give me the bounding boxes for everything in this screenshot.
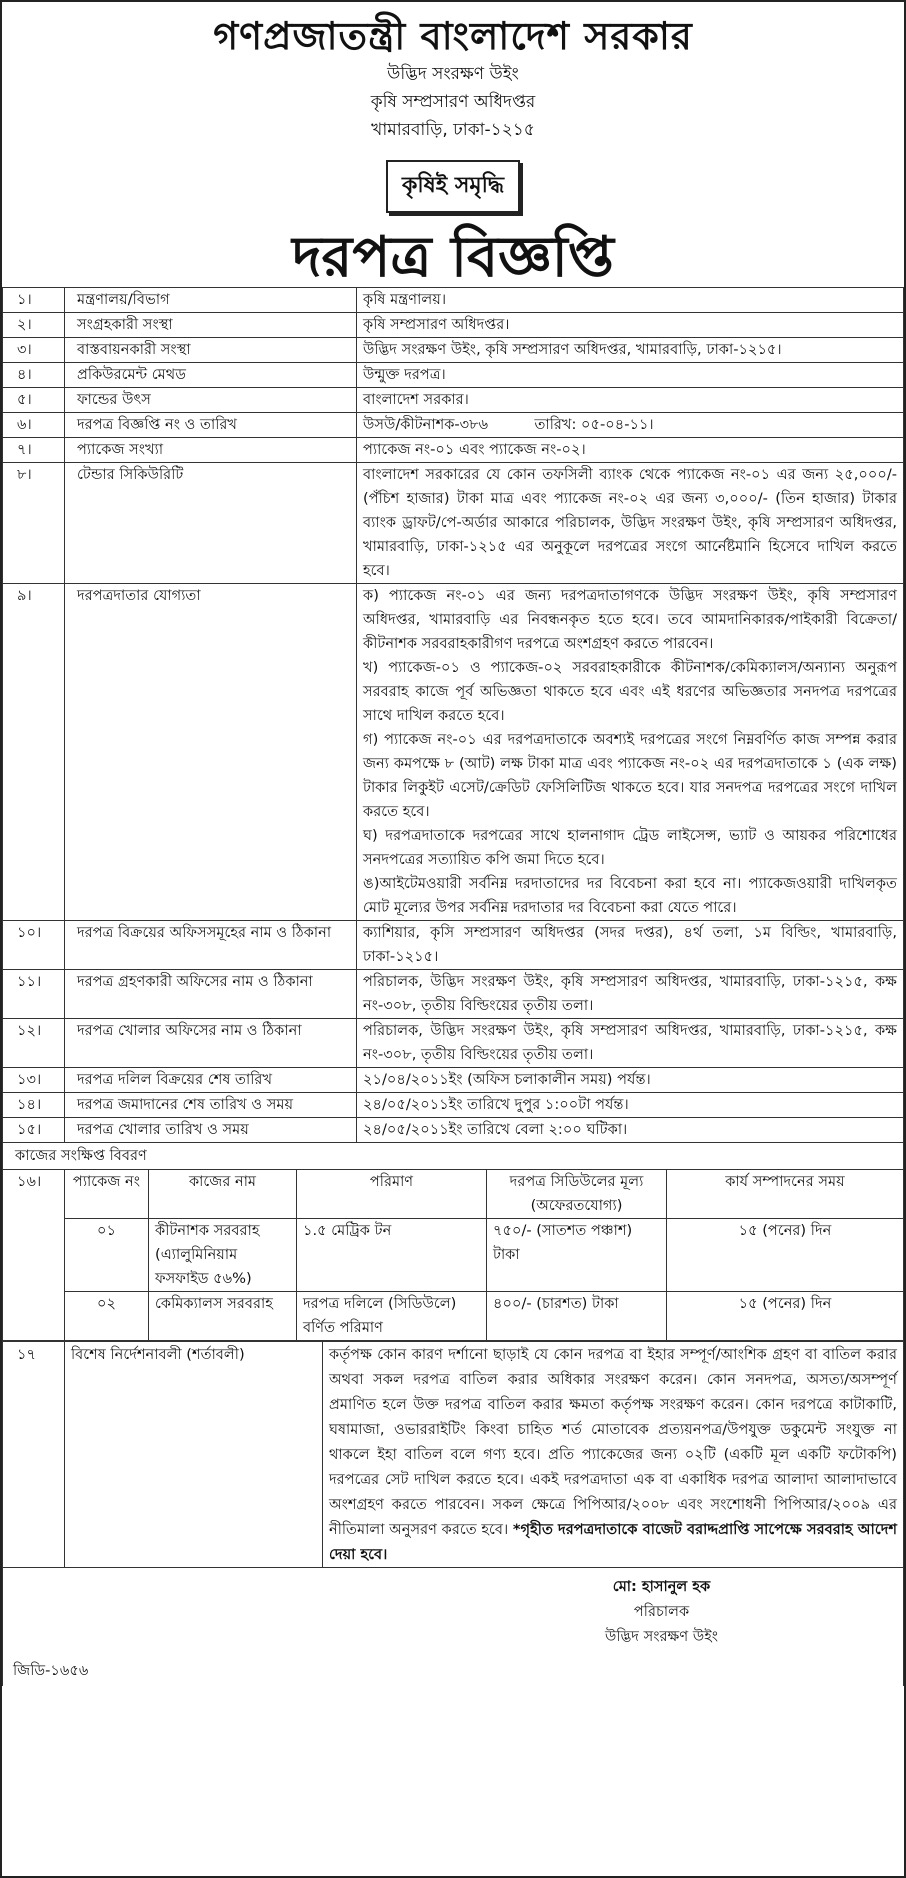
table-row	[3, 970, 904, 1019]
schedule-price: ৪০০/- (চারশত) টাকা	[487, 1292, 667, 1341]
table-row	[3, 313, 904, 338]
signatory-wing: উদ্ভিদ সংরক্ষণ উইং	[605, 1628, 719, 1645]
row-number: ৯।	[3, 584, 65, 921]
row-number: ৪।	[3, 363, 65, 388]
signature-area	[2, 1568, 904, 1686]
work-summary-label: কাজের সংক্ষিপ্ত বিবরণ	[2, 1143, 904, 1169]
row-label: প্রকিউরমেন্ট মেথড	[65, 363, 357, 388]
row-label: দরপত্র দলিল বিক্রয়ের শেষ তারিখ	[65, 1068, 357, 1093]
row-value: ২১/০৪/২০১১ইং (অফিস চলাকালীন সময়) পর্যন্ত।	[357, 1068, 904, 1093]
row-label: দরপত্র বিজ্ঞপ্তি নং ও তারিখ	[65, 413, 357, 438]
row-value: উসউ/কীটনাশক-৩৮৬ তারিখ: ০৫-০৪-১১।	[357, 413, 904, 438]
row-label: বিশেষ নির্দেশনাবলী (শর্তাবলী)	[65, 1342, 323, 1568]
table-row	[3, 1068, 904, 1093]
work-table	[2, 1169, 904, 1341]
work-quantity: দরপত্র দলিলে (সিডিউলে) বর্ণিত পরিমাণ	[297, 1292, 487, 1341]
row-label: সংগ্রহকারী সংস্থা	[65, 313, 357, 338]
package-number: ০২	[65, 1292, 149, 1341]
schedule-price: ৭৫০/- (সাতশত পঞ্চাশ) টাকা	[487, 1219, 667, 1292]
row-value: বাংলাদেশ সরকার।	[357, 388, 904, 413]
table-row	[3, 438, 904, 463]
row-number: ৫।	[3, 388, 65, 413]
table-row	[3, 1292, 904, 1341]
row-number: ৩।	[3, 338, 65, 363]
row-number: ১১।	[3, 970, 65, 1019]
table-row	[3, 463, 904, 584]
column-header: দরপত্র সিডিউলের মূল্য (অফেরতযোগ্য)	[487, 1170, 667, 1219]
column-header: প্যাকেজ নং	[65, 1170, 149, 1219]
row-value: প্যাকেজ নং-০১ এবং প্যাকেজ নং-০২।	[357, 438, 904, 463]
slogan-box: কৃষিই সমৃদ্ধি	[386, 160, 520, 213]
row-value: কৃষি সম্প্রসারণ অধিদপ্তর।	[357, 313, 904, 338]
special-instructions-text: কর্তৃপক্ষ কোন কারণ দর্শানো ছাড়াই যে কোন দরপত্র বা ইহার সম্পূর্ণ/আংশিক গ্রহণ বা বাতিল করার অথবা সকল দরপত্র বাতিল করার অধিকার সংরক্ষণ করেন। কোন সনদপত্র, অসত্য/অসম্পূর্ণ প্রমাণিত হলে উক্ত দরপত্র বাতিল করার ক্ষমতা কর্তৃপক্ষ সংরক্ষণ করেন। কোন দরপত্রে কাটাকাটি, ঘষামাজা, ওভাররাইটিং কিংবা চাহিত শর্ত মোতাবেক প্রত্যয়নপত্র/উপযুক্ত ডকুমেন্ট সংযুক্ত না থাকলে ইহা বাতিল বলে গণ্য হবে। প্রতি প্যাকেজের জন্য ০২টি (একটি মূল একটি ফটোকপি) দরপত্রের সেট দাখিল করতে হবে। একই দরপত্রদাতা এক বা একাধিক দরপত্র আলাদা আলাদাভাবে অংশগ্রহণ করতে পারবেন। সকল ক্ষেত্রে পিপিআর/২০০৮ এবং সংশোধনী পিপিআর/২০০৯ এর নীতিমালা অনুসরণ করতে হবে।	[329, 1346, 897, 1538]
row-value: পরিচালক, উদ্ভিদ সংরক্ষণ উইং, কৃষি সম্প্রসারণ অধিদপ্তর, খামারবাড়ি, ঢাকা-১২১৫, কক্ষ নং-৩০৮, তৃতীয় বিল্ডিংয়ের তৃতীয় তলা।	[357, 970, 904, 1019]
eligibility-clause: ক) প্যাকেজ নং-০১ এর জন্য দরপত্রদাতাগণকে উদ্ভিদ সংরক্ষণ উইং, কৃষি সম্প্রসারণ অধিদপ্তর, খামারবাড়ি এর নিবন্ধনকৃত হতে হবে। তবে আমদানিকারক/পাইকারী বিক্রেতা/কীটনাশক সরবরাহকারীগণ দরপত্রে অংশগ্রহণ করতে পারবেন।	[363, 587, 897, 652]
row-label: ফান্ডের উৎস	[65, 388, 357, 413]
row-value: ২৪/০৫/২০১১ইং তারিখে বেলা ২:০০ ঘটিকা।	[357, 1118, 904, 1143]
table-row	[3, 413, 904, 438]
table-row	[3, 584, 904, 921]
row-value: ২৪/০৫/২০১১ইং তারিখে দুপুর ১:০০টা পর্যন্ত।	[357, 1093, 904, 1118]
row-value: পরিচালক, উদ্ভিদ সংরক্ষণ উইং, কৃষি সম্প্রসারণ অধিদপ্তর, খামারবাড়ি, ঢাকা-১২১৫, কক্ষ নং-৩০৮, তৃতীয় বিল্ডিংয়ের তৃতীয় তলা।	[357, 1019, 904, 1068]
row-label: দরপত্রদাতার যোগ্যতা	[65, 584, 357, 921]
row-value	[323, 1342, 904, 1568]
eligibility-clause: গ) প্যাকেজ নং-০১ এর দরপত্রদাতাকে অবশ্যই দরপত্রের সংগে নিম্নবর্ণিত কাজ সম্পন্ন করার জন্য কমপক্ষে ৮ (আট) লক্ষ টাকা মাত্র এবং প্যাকেজ নং-০২ এর দরপত্রদাতাকে ১ (এক লক্ষ) টাকার লিকুইট এসেট/ক্রেডিট ফেসিলিটিজ থাকতে হবে। যার সনদপত্র দরপত্রের সংগে দাখিল করতে হবে।	[363, 731, 897, 820]
row-value: বাংলাদেশ সরকারের যে কোন তফসিলী ব্যাংক থেকে প্যাকেজ নং-০১ এর জন্য ২৫,০০০/- (পঁচিশ হাজার) টাকা মাত্র এবং প্যাকেজ নং-০২ এর জন্য ৩,০০০/- (তিন হাজার) টাকার ব্যাংক ড্রাফট/পে-অর্ডার আকারে পরিচালক, উদ্ভিদ সংরক্ষণ উইং, কৃষি সম্প্রসারণ অধিদপ্তর, খামারবাড়ি, ঢাকা-১২১৫ এর অনুকূলে দরপত্রের সংগে আর্নেষ্টমানি হিসেবে দাখিল করতে হবে।	[357, 463, 904, 584]
row-number: ১০।	[3, 921, 65, 970]
row-label: দরপত্র গ্রহণকারী অফিসের নাম ও ঠিকানা	[65, 970, 357, 1019]
row-number: ১৭	[3, 1342, 65, 1568]
row-number: ৮।	[3, 463, 65, 584]
row-label: প্যাকেজ সংখ্যা	[65, 438, 357, 463]
table-row	[3, 1118, 904, 1143]
signature-block	[605, 1574, 718, 1649]
wing-name: উদ্ভিদ সংরক্ষণ উইং	[387, 64, 519, 84]
address: খামারবাড়ি, ঢাকা-১২১৫	[371, 120, 535, 140]
government-title: গণপ্রজাতন্ত্রী বাংলাদেশ সরকার	[213, 14, 693, 58]
signatory-name: মো: হাসানুল হক	[612, 1578, 711, 1595]
row-number: ১৪।	[3, 1093, 65, 1118]
table-row	[3, 1019, 904, 1068]
row-value	[357, 584, 904, 921]
row-label: দরপত্র খোলার তারিখ ও সময়	[65, 1118, 357, 1143]
signatory-title: পরিচালক	[633, 1603, 690, 1620]
row-number: ২।	[3, 313, 65, 338]
work-header-row	[3, 1170, 904, 1219]
work-quantity: ১.৫ মেট্রিক টন	[297, 1219, 487, 1292]
column-header: কাজের নাম	[149, 1170, 297, 1219]
row-label: দরপত্র খোলার অফিসের নাম ও ঠিকানা	[65, 1019, 357, 1068]
table-row	[3, 1219, 904, 1292]
table-row	[3, 1342, 904, 1568]
row-number: ১৩।	[3, 1068, 65, 1093]
row-value: উন্মুক্ত দরপত্র।	[357, 363, 904, 388]
table-row	[3, 338, 904, 363]
table-row	[3, 1093, 904, 1118]
row-number: ১২।	[3, 1019, 65, 1068]
notice-header	[2, 2, 904, 290]
row-value: কৃষি মন্ত্রণালয়।	[357, 288, 904, 313]
department-name: কৃষি সম্প্রসারণ অধিদপ্তর	[370, 92, 536, 112]
work-name: কীটনাশক সরবরাহ (এ্যালুমিনিয়াম ফসফাইড ৫৬%)	[149, 1219, 297, 1292]
notice-title: দরপত্র বিজ্ঞপ্তি	[292, 225, 614, 290]
row-number: ১৬।	[3, 1170, 65, 1341]
row-number: ১৫।	[3, 1118, 65, 1143]
completion-time: ১৫ (পনের) দিন	[667, 1292, 904, 1341]
column-header: কার্য সম্পাদনের সময়	[667, 1170, 904, 1219]
package-number: ০১	[65, 1219, 149, 1292]
completion-time: ১৫ (পনের) দিন	[667, 1219, 904, 1292]
row-value: উদ্ভিদ সংরক্ষণ উইং, কৃষি সম্প্রসারণ অধিদপ্তর, খামারবাড়ি, ঢাকা-১২১৫।	[357, 338, 904, 363]
column-header: পরিমাণ	[297, 1170, 487, 1219]
row-label: টেন্ডার সিকিউরিটি	[65, 463, 357, 584]
row-label: দরপত্র জমাদানের শেষ তারিখ ও সময়	[65, 1093, 357, 1118]
table-row	[3, 388, 904, 413]
row-number: ৬।	[3, 413, 65, 438]
row-label: দরপত্র বিক্রয়ের অফিসসমূহের নাম ও ঠিকানা	[65, 921, 357, 970]
special-instructions-table	[2, 1341, 904, 1568]
row-value: ক্যাশিয়ার, কৃসি সম্প্রসারণ অধিদপ্তর (সদর দপ্তর), ৪র্থ তলা, ১ম বিল্ডিং, খামারবাড়ি, ঢাকা-১২১৫।	[357, 921, 904, 970]
budget-note: *গৃহীত দরপত্রদাতাকে বাজেট বরাদ্দপ্রাপ্তি সাপেক্ষে সরবরাহ আদেশ দেয়া হবে।	[329, 1521, 898, 1563]
row-number: ৭।	[3, 438, 65, 463]
gd-number: জিডি-১৬৫৬	[13, 1662, 89, 1679]
eligibility-clause: ঙ)আইটেমওয়ারী সর্বনিম্ন দরদাতাদের দর বিবেচনা করা হবে না। প্যাকেজওয়ারী দাখিলকৃত মোট মূল্যের উপর সর্বনিম্ন দরদাতার দর বিবেচনা করা যেতে পারে।	[363, 875, 897, 916]
row-label: বাস্তবায়নকারী সংস্থা	[65, 338, 357, 363]
table-row	[3, 921, 904, 970]
eligibility-clause: খ) প্যাকেজ-০১ ও প্যাকেজ-০২ সরবরাহকারীকে কীটনাশক/কেমিক্যালস/অন্যান্য অনুরূপ সরবরাহ কাজে পূর্ব অভিজ্ঞতা থাকতে হবে এবং এই ধরণের অভিজ্ঞতার সনদপত্র দরপত্রের সাথে দাখিল করতে হবে।	[363, 659, 897, 724]
work-name: কেমিক্যালস সরবরাহ	[149, 1292, 297, 1341]
eligibility-clause: ঘ) দরপত্রদাতাকে দরপত্রের সাথে হালনাগাদ ট্রেড লাইসেন্স, ভ্যাট ও আয়কর পরিশোধের সনদপত্রের সত্যায়িত কপি জমা দিতে হবে।	[363, 827, 897, 868]
table-row	[3, 363, 904, 388]
row-number: ১।	[3, 288, 65, 313]
row-label: মন্ত্রণালয়/বিভাগ	[65, 288, 357, 313]
details-table	[2, 287, 904, 1143]
